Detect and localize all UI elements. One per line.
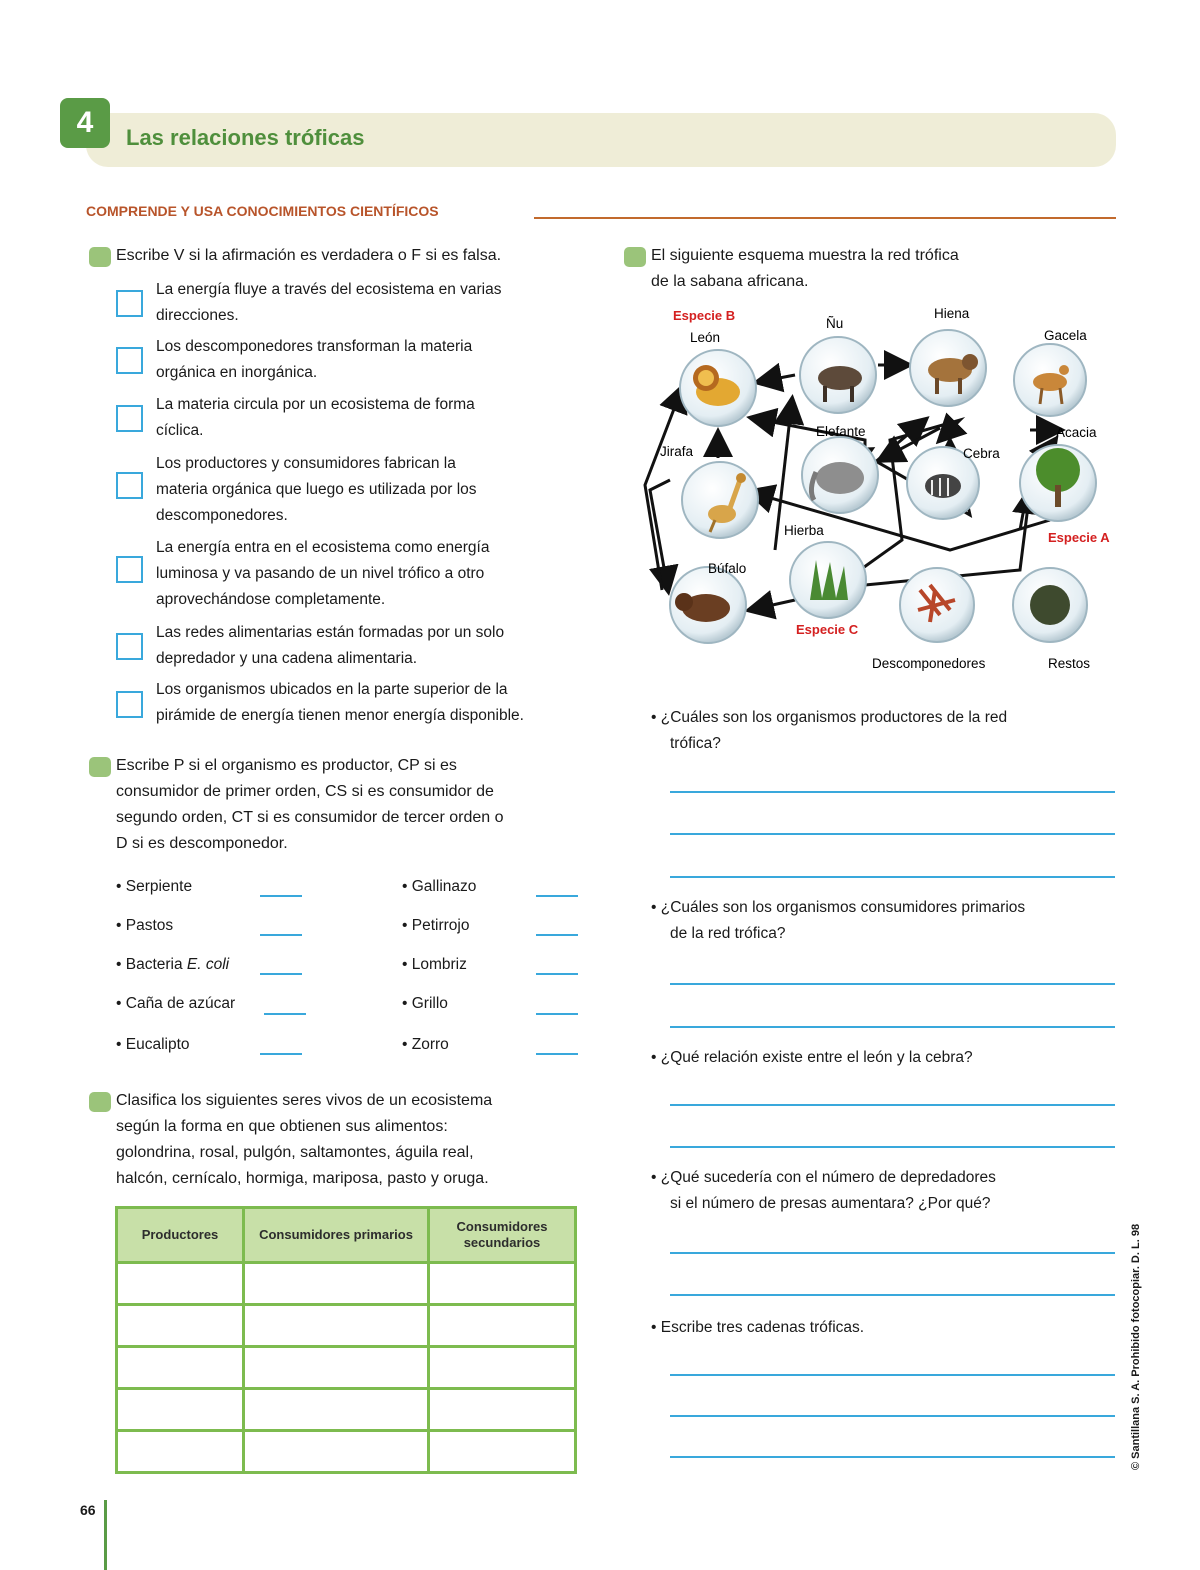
q2-item: • Zorro	[402, 1036, 449, 1053]
page-margin-bar	[104, 1500, 107, 1570]
organism-label: Elefante	[816, 424, 866, 439]
organism-label: Hiena	[934, 306, 970, 321]
organism-label: León	[690, 330, 721, 345]
question-number-badge	[89, 1092, 111, 1112]
answer-line[interactable]	[670, 983, 1115, 985]
organism-label: Ñu	[826, 316, 844, 331]
table-cell[interactable]	[117, 1389, 244, 1431]
q2-item: • Grillo	[402, 995, 448, 1012]
organism-label: Restos	[1048, 656, 1091, 671]
question-number-badge	[89, 757, 111, 777]
answer-checkbox[interactable]	[116, 472, 143, 499]
answer-checkbox[interactable]	[116, 633, 143, 660]
sub-question: • ¿Qué sucedería con el número de depredadores si el número de presas aumentara? ¿Por qué?	[651, 1169, 996, 1212]
classification-table	[115, 1206, 577, 1474]
table-cell[interactable]	[244, 1305, 429, 1347]
organism-label: Cebra	[963, 446, 1000, 461]
q1-statement: La materia circula por un ecosistema de forma cíclica.	[156, 396, 475, 439]
table-cell[interactable]	[117, 1347, 244, 1389]
table-cell[interactable]	[244, 1431, 429, 1473]
q2-item: • Petirrojo	[402, 917, 470, 934]
q2-item: • Bacteria E. coli	[116, 956, 230, 973]
sub-question: • Escribe tres cadenas tróficas.	[651, 1319, 865, 1336]
q1-statement: Los organismos ubicados en la parte superior de la pirámide de energía tienen menor energía disponible.	[156, 681, 524, 724]
answer-line[interactable]	[260, 934, 302, 936]
table-cell[interactable]	[429, 1431, 576, 1473]
organism-label: Búfalo	[708, 561, 747, 576]
q1-statement: La energía fluye a través del ecosistema en varias direcciones.	[156, 281, 502, 324]
answer-line[interactable]	[670, 833, 1115, 835]
answer-checkbox[interactable]	[116, 347, 143, 374]
table-cell[interactable]	[244, 1347, 429, 1389]
q4-prompt: El siguiente esquema muestra la red trófica de la sabana africana.	[651, 247, 959, 290]
answer-line[interactable]	[670, 1294, 1115, 1296]
q2-item: • Caña de azúcar	[116, 995, 236, 1012]
answer-checkbox[interactable]	[116, 691, 143, 718]
table-row	[117, 1431, 576, 1473]
page-number: 66	[80, 1502, 96, 1518]
section-heading: COMPRENDE Y USA CONOCIMIENTOS CIENTÍFICOS	[86, 203, 439, 219]
table-row	[117, 1263, 576, 1305]
species-label: Especie C	[796, 622, 859, 637]
q1-statement: La energía entra en el ecosistema como energía luminosa y va pasando de un nivel trófico a otro aprovechándose completamente.	[156, 539, 490, 608]
table-row	[117, 1389, 576, 1431]
q2-item: • Gallinazo	[402, 878, 477, 895]
organism-label: Hierba	[784, 523, 824, 538]
table-cell[interactable]	[117, 1305, 244, 1347]
answer-line[interactable]	[536, 895, 578, 897]
q2-prompt: Escribe P si el organismo es productor, CP si es consumidor de primer orden, CS si es consumidor de segundo orden, CT si es consumidor de tercer orden o D si es descomponedor.	[116, 757, 504, 852]
table-header: Consumidores primarios	[244, 1208, 429, 1263]
answer-checkbox[interactable]	[116, 556, 143, 583]
answer-line[interactable]	[670, 1415, 1115, 1417]
answer-line[interactable]	[536, 973, 578, 975]
table-cell[interactable]	[429, 1305, 576, 1347]
table-cell[interactable]	[244, 1263, 429, 1305]
organism-label: Gacela	[1044, 328, 1087, 343]
answer-line[interactable]	[670, 1374, 1115, 1376]
table-header: Consumidores secundarios	[429, 1208, 576, 1263]
answer-line[interactable]	[264, 1013, 306, 1015]
table-cell[interactable]	[429, 1347, 576, 1389]
table-row	[117, 1347, 576, 1389]
species-label: Especie B	[673, 308, 736, 323]
unit-number-badge: 4	[60, 98, 110, 148]
table-cell[interactable]	[117, 1431, 244, 1473]
organism-label: Descomponedores	[872, 656, 986, 671]
table-row	[117, 1305, 576, 1347]
table-header: Productores	[117, 1208, 244, 1263]
answer-line[interactable]	[670, 1026, 1115, 1028]
question-number-badge	[89, 247, 111, 267]
answer-line[interactable]	[670, 1146, 1115, 1148]
organism-label: Jirafa	[660, 444, 694, 459]
species-label: Especie A	[1048, 530, 1110, 545]
answer-line[interactable]	[536, 934, 578, 936]
q1-statement: Los descomponedores transforman la materia orgánica en inorgánica.	[156, 338, 473, 381]
q2-item: • Pastos	[116, 917, 174, 934]
answer-line[interactable]	[260, 895, 302, 897]
q2-item: • Serpiente	[116, 878, 193, 895]
q1-prompt: Escribe V si la afirmación es verdadera o F si es falsa.	[116, 247, 502, 264]
answer-line[interactable]	[670, 876, 1115, 878]
table-cell[interactable]	[429, 1263, 576, 1305]
q1-statement: Las redes alimentarias están formadas por un solo depredador y una cadena alimentaria.	[156, 624, 505, 667]
q2-item: • Eucalipto	[116, 1036, 190, 1053]
answer-line[interactable]	[260, 973, 302, 975]
q1-statement: Los productores y consumidores fabrican la materia orgánica que luego es utilizada por los descomponedores.	[156, 455, 477, 524]
answer-line[interactable]	[670, 1456, 1115, 1458]
sub-question: • ¿Cuáles son los organismos productores de la red trófica?	[651, 709, 1008, 752]
food-web-diagram	[640, 300, 1130, 690]
sub-question: • ¿Cuáles son los organismos consumidores primarios de la red trófica?	[651, 899, 1026, 942]
copyright-note: © Santillana S. A. Prohibido fotocopiar. D. L. 98	[1130, 1223, 1142, 1470]
q2-item: • Lombriz	[402, 956, 467, 973]
answer-line[interactable]	[670, 1104, 1115, 1106]
question-number-badge	[624, 247, 646, 267]
table-cell[interactable]	[429, 1389, 576, 1431]
table-cell[interactable]	[244, 1389, 429, 1431]
page-title: Las relaciones tróficas	[126, 125, 365, 150]
answer-checkbox[interactable]	[116, 405, 143, 432]
answer-line[interactable]	[536, 1053, 578, 1055]
answer-line[interactable]	[670, 1252, 1115, 1254]
answer-checkbox[interactable]	[116, 290, 143, 317]
table-cell[interactable]	[117, 1263, 244, 1305]
answer-line[interactable]	[670, 791, 1115, 793]
answer-line[interactable]	[260, 1053, 302, 1055]
section-divider	[534, 217, 1116, 219]
q3-prompt: Clasifica los siguientes seres vivos de un ecosistema según la forma en que obtienen sus alimentos: golondrina, rosal, pulgón, saltamontes, águila real, halcón, cernícalo, hormiga, mariposa, pasto y oruga.	[116, 1092, 493, 1187]
sub-question: • ¿Qué relación existe entre el león y la cebra?	[651, 1049, 973, 1066]
organism-label: Acacia	[1056, 425, 1097, 440]
answer-line[interactable]	[536, 1013, 578, 1015]
